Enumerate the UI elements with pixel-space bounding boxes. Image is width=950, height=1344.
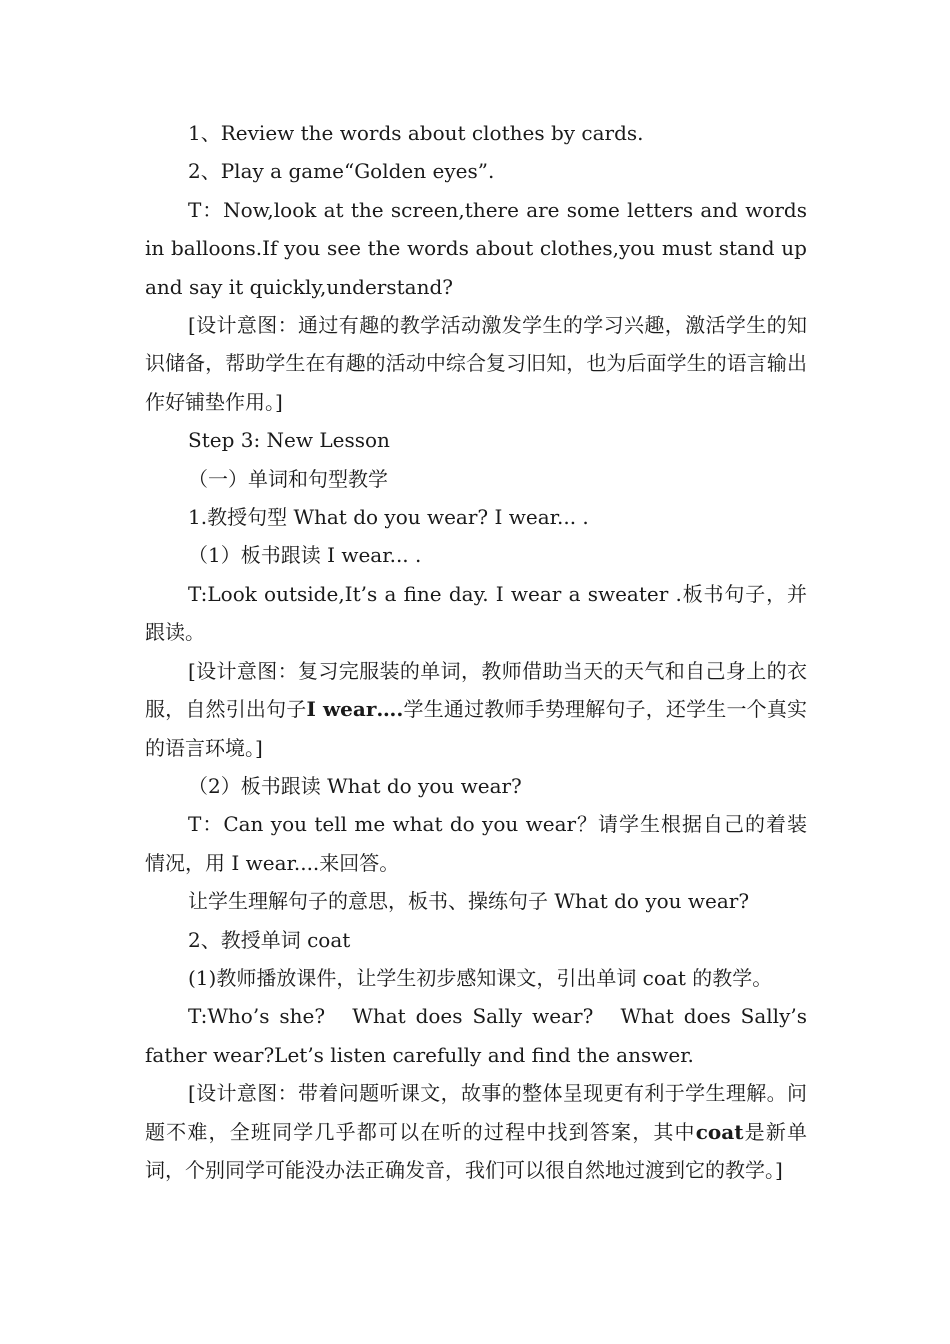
design-note-2-bold: I wear…. [306,697,404,722]
step-3-heading: Step 3: New Lesson [188,428,390,453]
design-note-2: [设计意图：复习完服装的单词，教师借助当天的天气和自己身上的衣服，自然引出句子I wear….学生通过教师手势理解句子，还学生一个真实的语言环境。] [145,658,808,760]
play-courseware-line: (1)教师播放课件，让学生初步感知课文，引出单词 coat 的教学。 [188,965,773,990]
teacher-instruction-balloons: T：Now,look at the screen,there are some letters and words in balloons.If you see the words about clothes,you must stand up and say it quickly,understand? [145,197,807,299]
design-note-3-bold: coat [695,1119,744,1144]
teacher-whos-she: T:Who’s she? What does Sally wear? What does Sally’s father wear?Let’s listen carefully and find the answer. [145,1004,807,1067]
teacher-can-you-tell: T：Can you tell me what do you wear？请学生根据自己的着装情况，用 I wear....来回答。 [145,812,807,875]
play-game-line: 2、Play a game“Golden eyes”. [188,159,495,184]
board-read-what-do-you-wear: （2）板书跟读 What do you wear? [188,773,522,798]
teacher-look-outside: T:Look outside,It’s a fine day. I wear a sweater .板书句子，并跟读。 [145,581,807,645]
teach-word-coat-heading: 2、教授单词 coat [188,927,351,952]
document-page [145,114,807,1189]
sentence-pattern-heading: 1.教授句型 What do you wear? I wear... . [188,505,589,530]
practice-sentence-line: 让学生理解句子的意思，板书、操练句子 What do you wear? [188,889,750,914]
section-1-heading: （一）单词和句型教学 [188,466,388,491]
design-note-1: [设计意图：通过有趣的教学活动激发学生的学习兴趣，激活学生的知识储备，帮助学生在有趣的活动中综合复习旧知，也为后面学生的语言输出作好铺垫作用。] [145,313,807,414]
board-read-i-wear: （1）板书跟读 I wear... . [188,543,422,568]
design-note-3: [设计意图：带着问题听课文，故事的整体呈现更有利于学生理解。问题不难，全班同学几乎都可以在听的过程中找到答案，其中coat是新单词，个别同学可能没办法正确发音，我们可以很自然地过渡到它的教学。] [145,1081,807,1182]
review-words-line: 1、Review the words about clothes by cards. [188,121,644,145]
